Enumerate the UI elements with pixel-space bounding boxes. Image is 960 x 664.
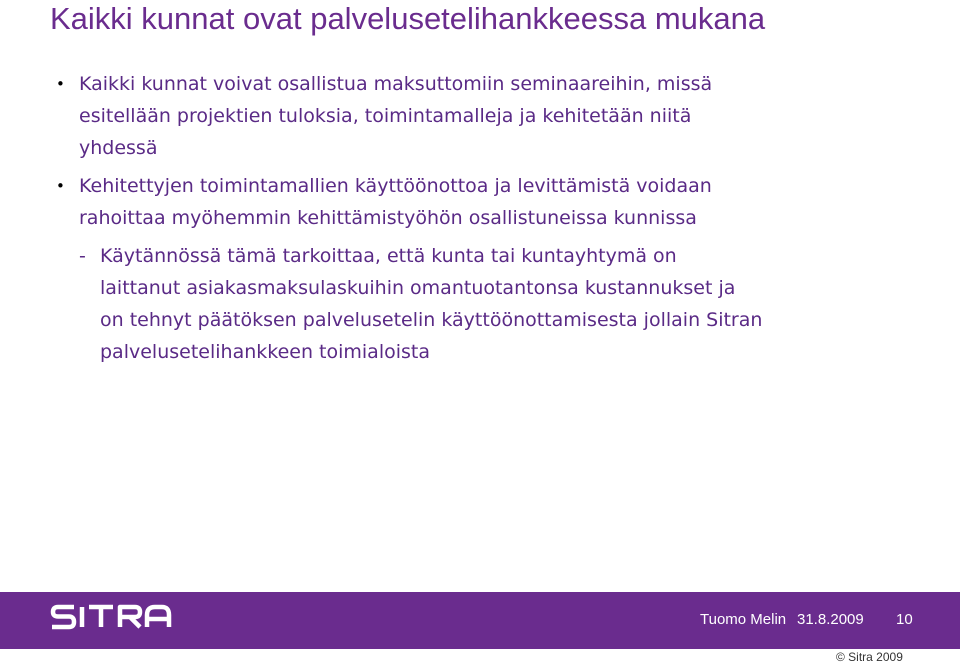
bullet-line: rahoittaa myöhemmin kehittämistyöhön osallistuneissa kunnissa [79, 207, 697, 229]
sub-line: Käytännössä tämä tarkoittaa, että kunta tai kuntayhtymä on [100, 245, 677, 267]
bullet-item [56, 68, 936, 164]
sub-line: laittanut asiakasmaksulaskuihin omantuotantonsa kustannukset ja [100, 277, 736, 299]
footer-author: Tuomo Melin [700, 611, 787, 628]
sub-line: palvelusetelihankkeen toimialoista [100, 341, 430, 363]
bullet-line: esitellään projektien tuloksia, toimintamalleja ja kehitetään niitä [79, 105, 692, 127]
bullet-line: Kaikki kunnat voivat osallistua maksuttomiin seminaareihin, missä [79, 73, 713, 95]
slide-content [56, 68, 936, 368]
copyright-notice: © Sitra 2009 [836, 650, 903, 664]
page-number: 10 [896, 611, 913, 628]
bullet-line: yhdessä [79, 137, 158, 159]
sub-dash: - [79, 245, 86, 267]
bullet-item [56, 170, 936, 234]
slide-title: Kaikki kunnat ovat palvelusetelihankkeessa mukana [50, 1, 766, 36]
bullet-dot-icon: • [56, 75, 65, 93]
sub-line: on tehnyt päätöksen palvelusetelin käyttöönottamisesta jollain Sitran [100, 309, 763, 331]
sitra-logo [50, 604, 172, 630]
bullet-dot-icon: • [56, 177, 65, 195]
sub-item [56, 240, 936, 368]
footer-date: 31.8.2009 [797, 611, 864, 628]
bullet-line: Kehitettyjen toimintamallien käyttöönottoa ja levittämistä voidaan [79, 175, 712, 197]
footer-bar [0, 592, 960, 649]
